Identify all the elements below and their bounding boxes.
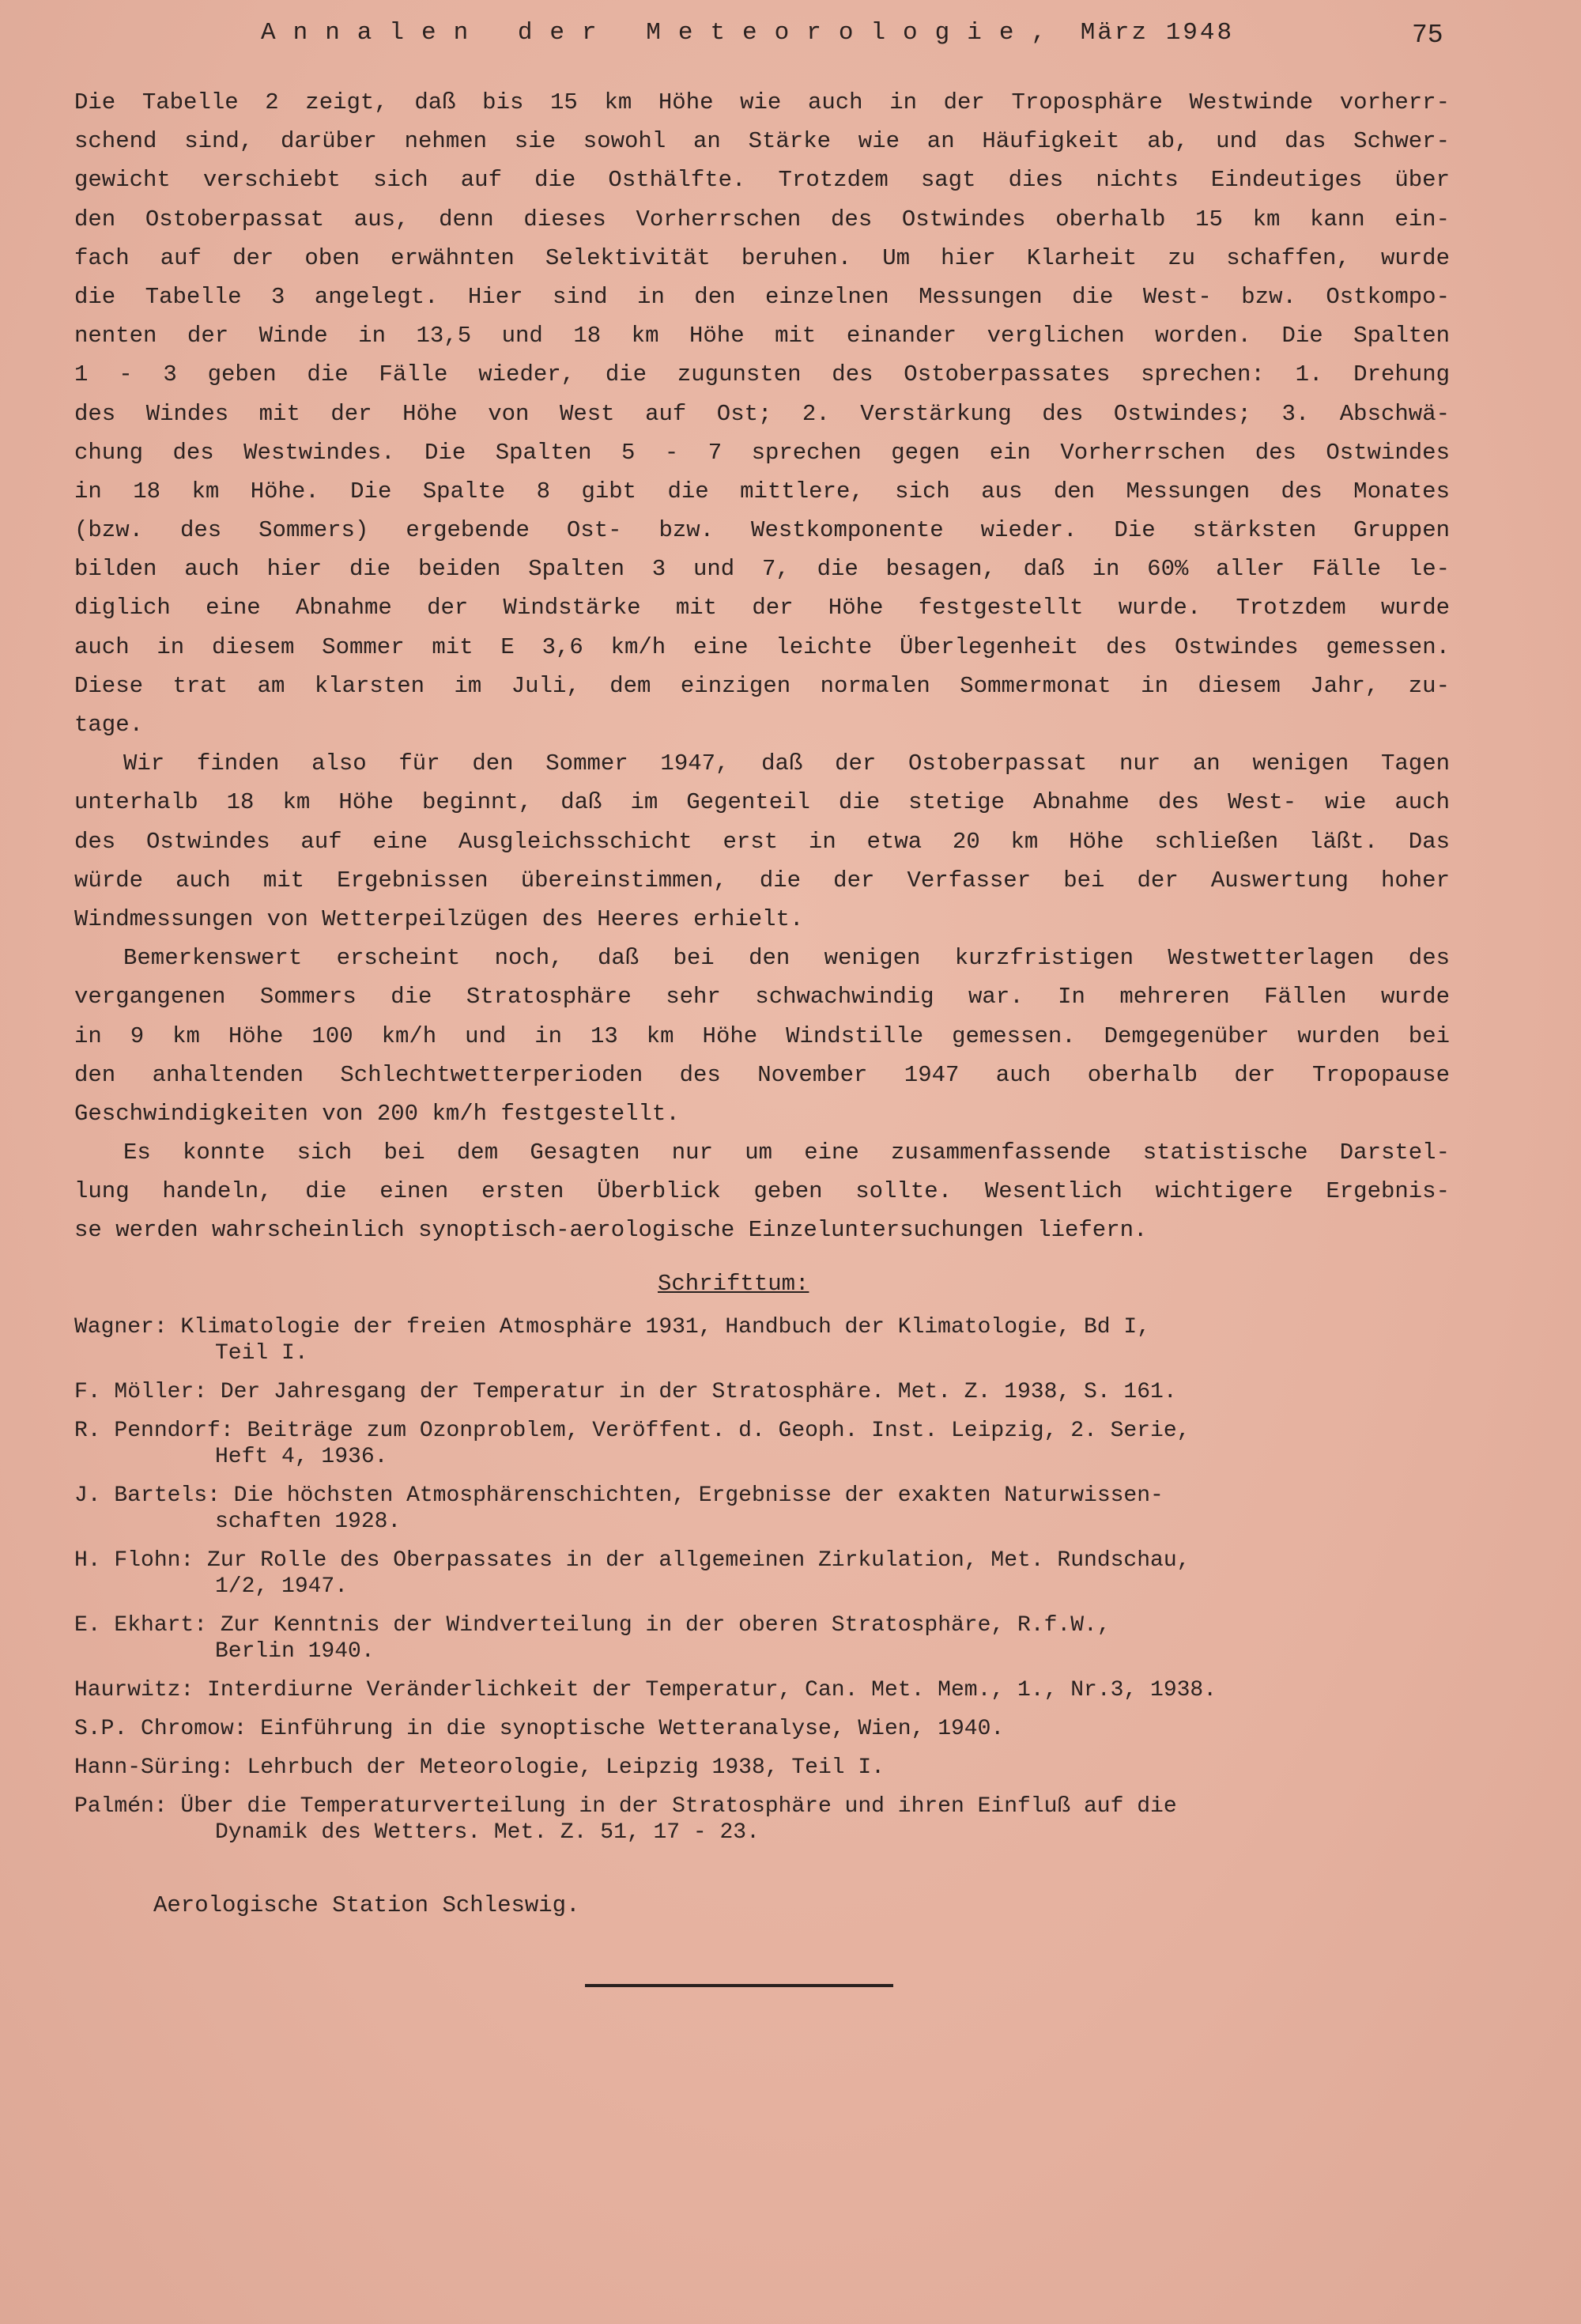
text-line: Bemerkenswert erscheint noch, daß bei den wenigen kurzfristigen Westwetterlagen des: [123, 945, 1450, 972]
text-line: würde auch mit Ergebnissen übereinstimmen, die der Verfasser bei der Auswertung hoher: [74, 867, 1450, 894]
reference-text: Der Jahresgang der Temperatur in der Stratosphäre. Met. Z. 1938, S. 161.: [220, 1380, 1177, 1404]
reference-text: Zur Kenntnis der Windverteilung in der oberen Stratosphäre, R.f.W.,: [220, 1613, 1111, 1638]
text-line: die Tabelle 3 angelegt. Hier sind in den einzelnen Messungen die West- bzw. Ostkompo-: [74, 283, 1450, 310]
reference-author: Palmén:: [74, 1794, 181, 1819]
reference-author: S.P. Chromow:: [74, 1717, 261, 1741]
reference-author: Haurwitz:: [74, 1678, 208, 1702]
text-line: tage.: [74, 712, 144, 738]
reference-continuation: Teil I.: [215, 1341, 308, 1366]
reference-continuation: schaften 1928.: [215, 1510, 402, 1534]
text-line: Es konnte sich bei dem Gesagten nur um eine zusammenfassende statistische Darstel-: [123, 1139, 1450, 1166]
text-line: bilden auch hier die beiden Spalten 3 und 7, die besagen, daß in 60% aller Fälle le-: [74, 556, 1450, 583]
text-line: den anhaltenden Schlechtwetterperioden des November 1947 auch oberhalb der Tropopause: [74, 1061, 1450, 1088]
reference-text: Einführung in die synoptische Wetteranalyse, Wien, 1940.: [260, 1717, 1005, 1741]
author-affiliation: Aerologische Station Schleswig.: [153, 1892, 580, 1918]
text-line: des Ostwindes auf eine Ausgleichsschicht erst in etwa 20 km Höhe schließen läßt. Das: [74, 828, 1450, 855]
text-line: nenten der Winde in 13,5 und 18 km Höhe mit einander verglichen worden. Die Spalten: [74, 323, 1450, 350]
reference-text: Über die Temperaturverteilung in der Stratosphäre und ihren Einfluß auf die: [180, 1794, 1177, 1819]
text-line: chung des Westwindes. Die Spalten 5 - 7 sprechen gegen ein Vorherrschen des Ostwindes: [74, 439, 1450, 466]
reference-text: Lehrbuch der Meteorologie, Leipzig 1938, Teil I.: [247, 1755, 885, 1780]
text-line: Wir finden also für den Sommer 1947, daß der Ostoberpassat nur an wenigen Tagen: [123, 750, 1450, 777]
reference-text: Zur Rolle des Oberpassates in der allgemeinen Zirkulation, Met. Rundschau,: [207, 1548, 1190, 1573]
reference-item: [74, 1755, 1466, 1781]
reference-text: Die höchsten Atmosphärenschichten, Ergebnisse der exakten Naturwissen-: [233, 1483, 1164, 1508]
text-line: fach auf der oben erwähnten Selektivität beruhen. Um hier Klarheit zu schaffen, wurde: [74, 244, 1450, 271]
text-line: Windmessungen von Wetterpeilzügen des Heeres erhielt.: [74, 905, 804, 932]
text-line: Die Tabelle 2 zeigt, daß bis 15 km Höhe wie auch in der Troposphäre Westwinde vorherr-: [74, 89, 1450, 115]
body-text: [74, 83, 1450, 1250]
reference-continuation: Dynamik des Wetters. Met. Z. 51, 17 - 23.: [215, 1820, 760, 1845]
reference-author: Wagner:: [74, 1315, 181, 1340]
text-line: Geschwindigkeiten von 200 km/h festgestellt.: [74, 1100, 680, 1127]
reference-continuation: 1/2, 1947.: [215, 1574, 349, 1599]
text-line: vergangenen Sommers die Stratosphäre sehr schwachwindig war. In mehreren Fällen wurde: [74, 984, 1450, 1011]
text-line: gewicht verschiebt sich auf die Osthälfte. Trotzdem sagt dies nichts Eindeutiges über: [74, 167, 1450, 194]
closing-rule: [585, 1984, 893, 1987]
reference-author: E. Ekhart:: [74, 1613, 221, 1638]
page-number: 75: [1412, 21, 1443, 50]
text-line: unterhalb 18 km Höhe beginnt, daß im Gegenteil die stetige Abnahme des West- wie auch: [74, 789, 1450, 816]
paragraph: [74, 1133, 1450, 1250]
text-line: se werden wahrscheinlich synoptisch-aerologische Einzeluntersuchungen liefern.: [74, 1217, 1148, 1244]
text-line: schend sind, darüber nehmen sie sowohl an Stärke wie an Häufigkeit ab, und das Schwer-: [74, 128, 1450, 155]
text-line: Diese trat am klarsten im Juli, dem einzigen normalen Sommermonat in diesem Jahr, zu-: [74, 672, 1450, 699]
reference-text: Klimatologie der freien Atmosphäre 1931, Handbuch der Klimatologie, Bd I,: [180, 1315, 1151, 1340]
paragraph: [74, 744, 1450, 939]
journal-title: Annalen der Meteorologie,: [261, 19, 1064, 47]
issue-date: März 1948: [1080, 19, 1235, 47]
reference-author: F. Möller:: [74, 1380, 221, 1404]
text-line: (bzw. des Sommers) ergebende Ost- bzw. Westkomponente wieder. Die stärksten Gruppen: [74, 517, 1450, 544]
reference-list: [74, 1314, 1466, 1858]
paragraph: [74, 83, 1450, 744]
reference-author: J. Bartels:: [74, 1483, 234, 1508]
reference-author: H. Flohn:: [74, 1548, 208, 1573]
reference-continuation: Berlin 1940.: [215, 1639, 375, 1664]
reference-item: [74, 1677, 1466, 1703]
reference-author: Hann-Süring:: [74, 1755, 247, 1780]
text-line: des Windes mit der Höhe von West auf Ost; 2. Verstärkung des Ostwindes; 3. Abschwä-: [74, 400, 1450, 427]
references-heading: Schrifttum:: [658, 1271, 809, 1297]
text-line: diglich eine Abnahme der Windstärke mit der Höhe festgestellt wurde. Trotzdem wurde: [74, 595, 1450, 622]
reference-author: R. Penndorf:: [74, 1419, 247, 1443]
text-line: 1 - 3 geben die Fälle wieder, die zugunsten des Ostoberpassates sprechen: 1. Drehung: [74, 361, 1450, 388]
reference-text: Beiträge zum Ozonproblem, Veröffent. d. Geoph. Inst. Leipzig, 2. Serie,: [247, 1419, 1190, 1443]
paragraph: [74, 939, 1450, 1133]
running-header: [261, 19, 1447, 47]
text-line: in 18 km Höhe. Die Spalte 8 gibt die mittlere, sich aus den Messungen des Monates: [74, 478, 1450, 504]
reference-item: [74, 1716, 1466, 1742]
reference-continuation: Heft 4, 1936.: [215, 1445, 388, 1469]
text-line: den Ostoberpassat aus, denn dieses Vorherrschen des Ostwindes oberhalb 15 km kann ein-: [74, 206, 1450, 232]
reference-item: [74, 1612, 1466, 1665]
text-line: lung handeln, die einen ersten Überblick geben sollte. Wesentlich wichtigere Ergebnis-: [74, 1178, 1450, 1205]
text-line: auch in diesem Sommer mit E 3,6 km/h eine leichte Überlegenheit des Ostwindes gemessen.: [74, 633, 1450, 660]
text-line: in 9 km Höhe 100 km/h und in 13 km Höhe Windstille gemessen. Demgegenüber wurden bei: [74, 1022, 1450, 1049]
reference-text: Interdiurne Veränderlichkeit der Temperatur, Can. Met. Mem., 1., Nr.3, 1938.: [207, 1678, 1217, 1702]
reference-item: [74, 1379, 1466, 1405]
reference-item: [74, 1418, 1466, 1470]
reference-item: [74, 1483, 1466, 1535]
reference-item: [74, 1314, 1466, 1366]
reference-item: [74, 1793, 1466, 1846]
reference-item: [74, 1547, 1466, 1600]
